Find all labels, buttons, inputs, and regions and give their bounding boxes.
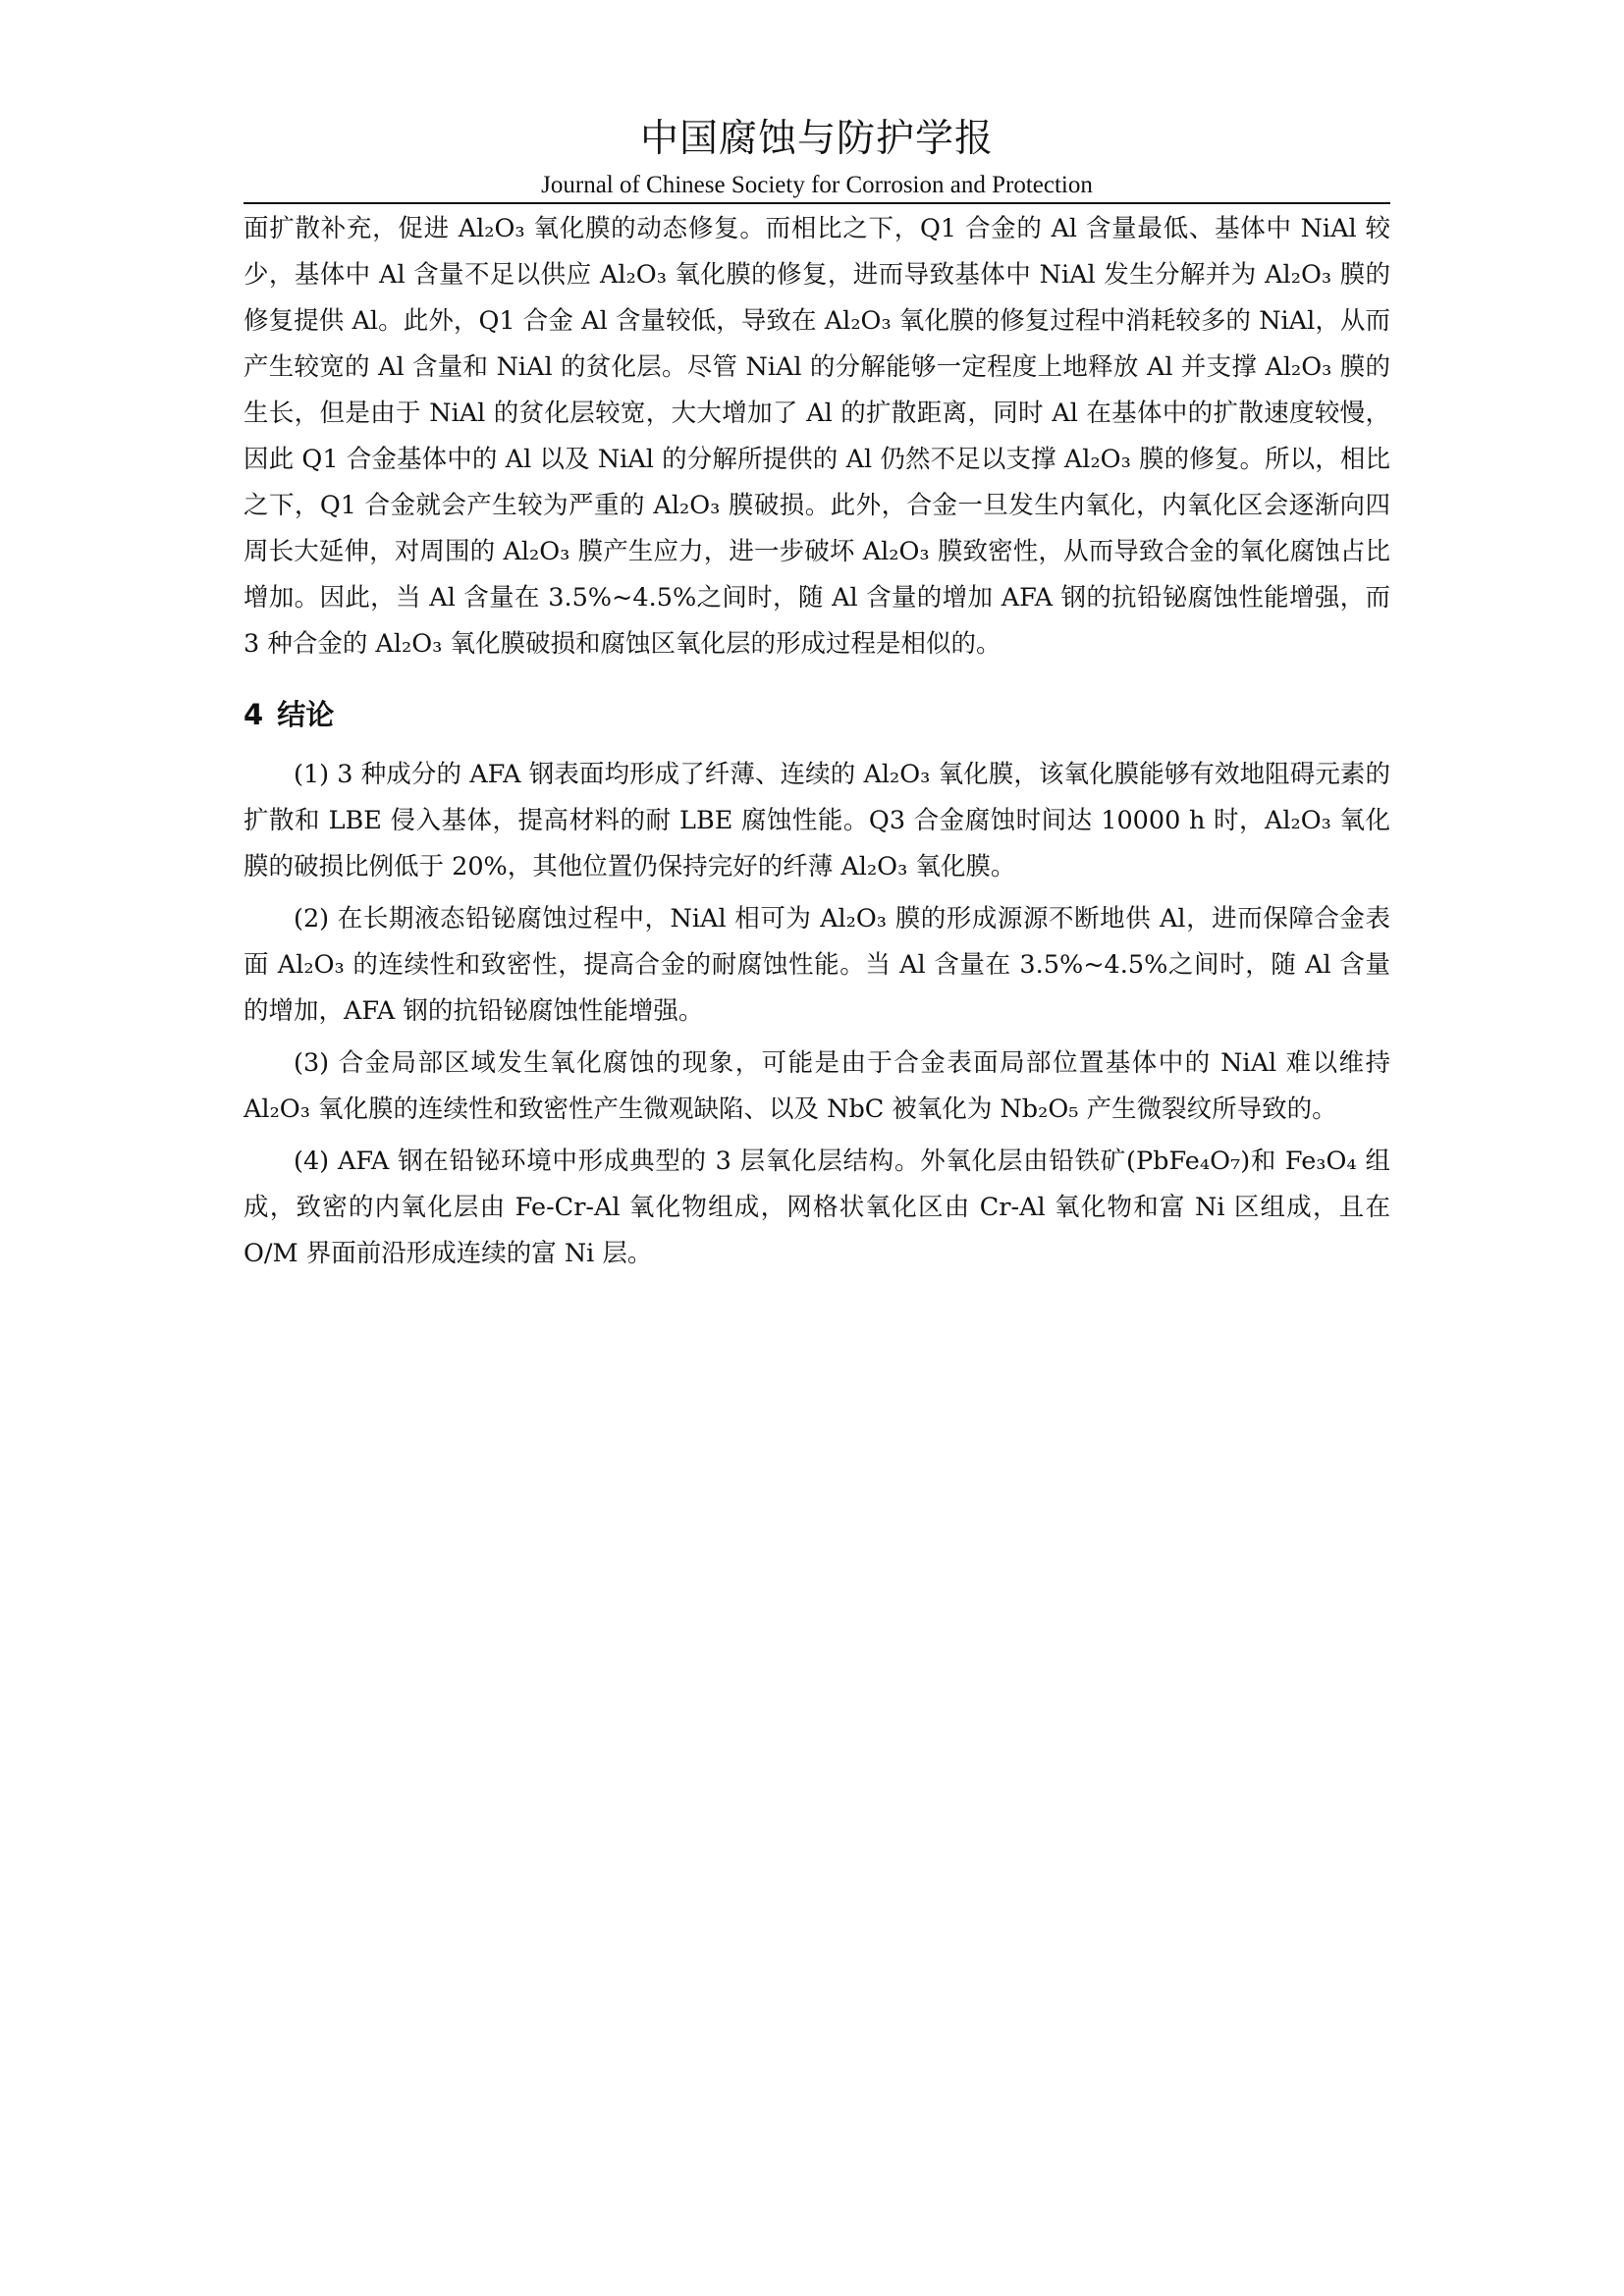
conclusion-paragraph: (1) 3 种成分的 AFA 钢表面均形成了纤薄、连续的 Al₂O₃ 氧化膜，该氧化膜能够有效地阻碍元素的扩散和 LBE 侵入基体，提高材料的耐 LBE 腐蚀性能。Q3 合金腐蚀时间达 10000 h 时，Al₂O₃ 氧化膜的破损比例低于 20%，其他位置仍保持完好的纤薄 Al₂O₃ 氧化膜。 [244,760,1390,881]
conclusion-paragraph: (4) AFA 钢在铅铋环境中形成典型的 3 层氧化层结构。外氧化层由铅铁矿(PbFe₄O₇)和 Fe₃O₄ 组成，致密的内氧化层由 Fe-Cr-Al 氧化物组成，网格状氧化区由 Cr-Al 氧化物和富 Ni 区组成，且在 O/M 界面前沿形成连续的富 Ni 层。 [244,1147,1390,1268]
section-title: 结论 [277,698,335,731]
page-content [244,206,1390,1277]
header-divider [244,202,1390,204]
journal-title-en: Journal of Chinese Society for Corrosion and Protection [541,172,1093,198]
section-heading [244,695,1390,734]
continued-paragraph: 面扩散补充，促进 Al₂O₃ 氧化膜的动态修复。而相比之下，Q1 合金的 Al 含量最低、基体中 NiAl 较少，基体中 Al 含量不足以供应 Al₂O₃ 氧化膜的修复，进而导致基体中 NiAl 发生分解并为 Al₂O₃ 膜的修复提供 Al。此外，Q1 合金 Al 含量较低，导致在 Al₂O₃ 氧化膜的修复过程中消耗较多的 NiAl，从而产生较宽的 Al 含量和 NiAl 的贫化层。尽管 NiAl 的分解能够一定程度上地释放 Al 并支撑 Al₂O₃ 膜的生长，但是由于 NiAl 的贫化层较宽，大大增加了 Al 的扩散距离，同时 Al 在基体中的扩散速度较慢，因此 Q1 合金基体中的 Al 以及 NiAl 的分解所提供的 Al 仍然不足以支撑 Al₂O₃ 膜的修复。所以，相比之下，Q1 合金就会产生较为严重的 Al₂O₃ 膜破损。此外，合金一旦发生内氧化，内氧化区会逐渐向四周长大延伸，对周围的 Al₂O₃ 膜产生应力，进一步破坏 Al₂O₃ 膜致密性，从而导致合金的氧化腐蚀占比增加。因此，当 Al 含量在 3.5%~4.5%之间时，随 Al 含量的增加 AFA 钢的抗铅铋腐蚀性能增强，而 3 种合金的 Al₂O₃ 氧化膜破损和腐蚀区氧化层的形成过程是相似的。 [244,214,1390,659]
section-number: 4 [244,698,264,731]
journal-title-cn: 中国腐蚀与防护学报 [639,117,994,161]
running-header [244,114,1390,202]
conclusion-paragraph: (2) 在长期液态铅铋腐蚀过程中，NiAl 相可为 Al₂O₃ 膜的形成源源不断地供 Al，进而保障合金表面 Al₂O₃ 的连续性和致密性，提高合金的耐腐蚀性能。当 Al 含量在 3.5%~4.5%之间时，随 Al 含量的增加，AFA 钢的抗铅铋腐蚀性能增强。 [244,904,1390,1026]
conclusion-paragraph: (3) 合金局部区域发生氧化腐蚀的现象，可能是由于合金表面局部位置基体中的 NiAl 难以维持 Al₂O₃ 氧化膜的连续性和致密性产生微观缺陷、以及 NbC 被氧化为 Nb₂O₅ 产生微裂纹所导致的。 [244,1048,1390,1124]
